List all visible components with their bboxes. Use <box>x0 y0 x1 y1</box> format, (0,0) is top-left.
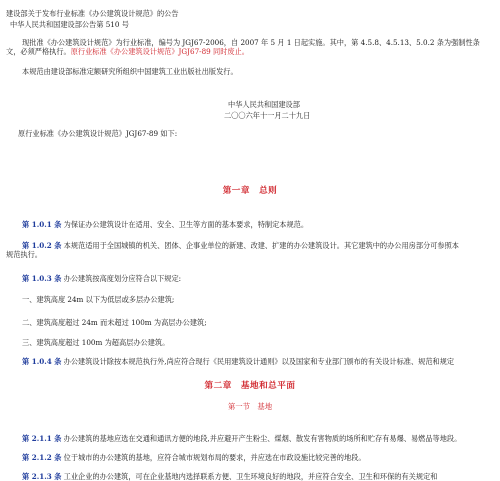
section-1-title: 第一节 基地 <box>227 402 273 411</box>
article-text: 为保证办公建筑设计在适用、安全、卫生等方面的基本要求，特制定本规范。 <box>61 220 309 229</box>
chapter-2-title: 第二章 基地和总平面 <box>204 381 296 391</box>
article-1-0-3 <box>6 274 492 283</box>
article-1-0-1 <box>6 220 492 229</box>
announcement-number: 中华人民共和国建设部公告第 510 号 <box>10 20 129 29</box>
chapter-1-title: 第一章 总则 <box>222 186 278 196</box>
issuer-name: 中华人民共和国建设部 <box>228 100 300 109</box>
article-1-0-2 <box>6 241 492 259</box>
article-text: 办公建筑按高度划分应符合以下规定: <box>61 274 182 283</box>
height-rule-3: 三、建筑高度超过 100m 为超高层办公建筑。 <box>22 338 170 347</box>
article-2-1-2 <box>6 453 492 462</box>
intro-text-a: 现批准《办公建筑设计规范》为行业标准，编号为 JGJ67-2006，自 2007 年 5 月 1 日起实施。其中，第 4.5.8、4.5.13、5.0.2 条为强制性条 <box>22 38 480 47</box>
intro-paragraph-2: 本规范由建设部标准定额研究所组织中国建筑工业出版社出版发行。 <box>22 67 238 76</box>
repeal-notice: 原行业标准《办公建筑设计规范》JGJ67-89 同时废止。 <box>70 47 249 56</box>
announcement-title: 建设部关于发布行业标准《办公建筑设计规范》的公告 <box>6 9 179 18</box>
article-number: 第 2.1.1 条 <box>22 434 62 443</box>
article-number: 第 1.0.2 条 <box>22 241 62 250</box>
height-rule-2: 二、建筑高度超过 24m 而未超过 100m 为高层办公建筑; <box>22 318 207 327</box>
intro-text-b: 文，必须严格执行。 <box>6 47 71 56</box>
article-1-0-4 <box>6 357 492 366</box>
intro-paragraph-1 <box>6 38 492 56</box>
article-text: 本规范适用于全国城镇的机关、团体、企事业单位的新建、改建、扩建的办公建筑设计。其它建筑中的办公用房部分可参照本 <box>61 241 459 250</box>
article-text: 办公建筑设计除按本规范执行外,尚应符合现行《民用建筑设计通则》以及国家和专业部门颁布的有关设计标准、规范和规定 <box>61 357 455 366</box>
article-number: 第 2.1.2 条 <box>22 453 62 462</box>
article-number: 第 1.0.4 条 <box>22 357 62 366</box>
old-standard-intro: 原行业标准《办公建筑设计规范》JGJ67-89 如下: <box>18 129 178 138</box>
article-text: 位于城市的办公建筑的基地，应符合城市规划布局的要求，并应选在市政设施比较完善的地段。 <box>61 453 366 462</box>
article-2-1-1 <box>6 434 492 443</box>
article-text: 工业企业的办公建筑，可在企业基地内选择联系方便、卫生环境良好的地段，并应符合安全、卫生和环保的有关规定和 <box>61 472 438 481</box>
article-text-cont: 规范执行。 <box>6 250 42 259</box>
article-text: 办公建筑的基地应选在交通和通讯方便的地段,并应避开产生粉尘、煤烟、散发有害物质的场所和贮存有易爆、易燃品等地段。 <box>61 434 462 443</box>
article-number: 第 2.1.3 条 <box>22 472 62 481</box>
issue-date: 二〇〇六年十一月二十九日 <box>224 111 311 120</box>
height-rule-1: 一、建筑高度 24m 以下为低层或多层办公建筑; <box>22 295 175 304</box>
article-number: 第 1.0.1 条 <box>22 220 62 229</box>
article-number: 第 1.0.3 条 <box>22 274 62 283</box>
